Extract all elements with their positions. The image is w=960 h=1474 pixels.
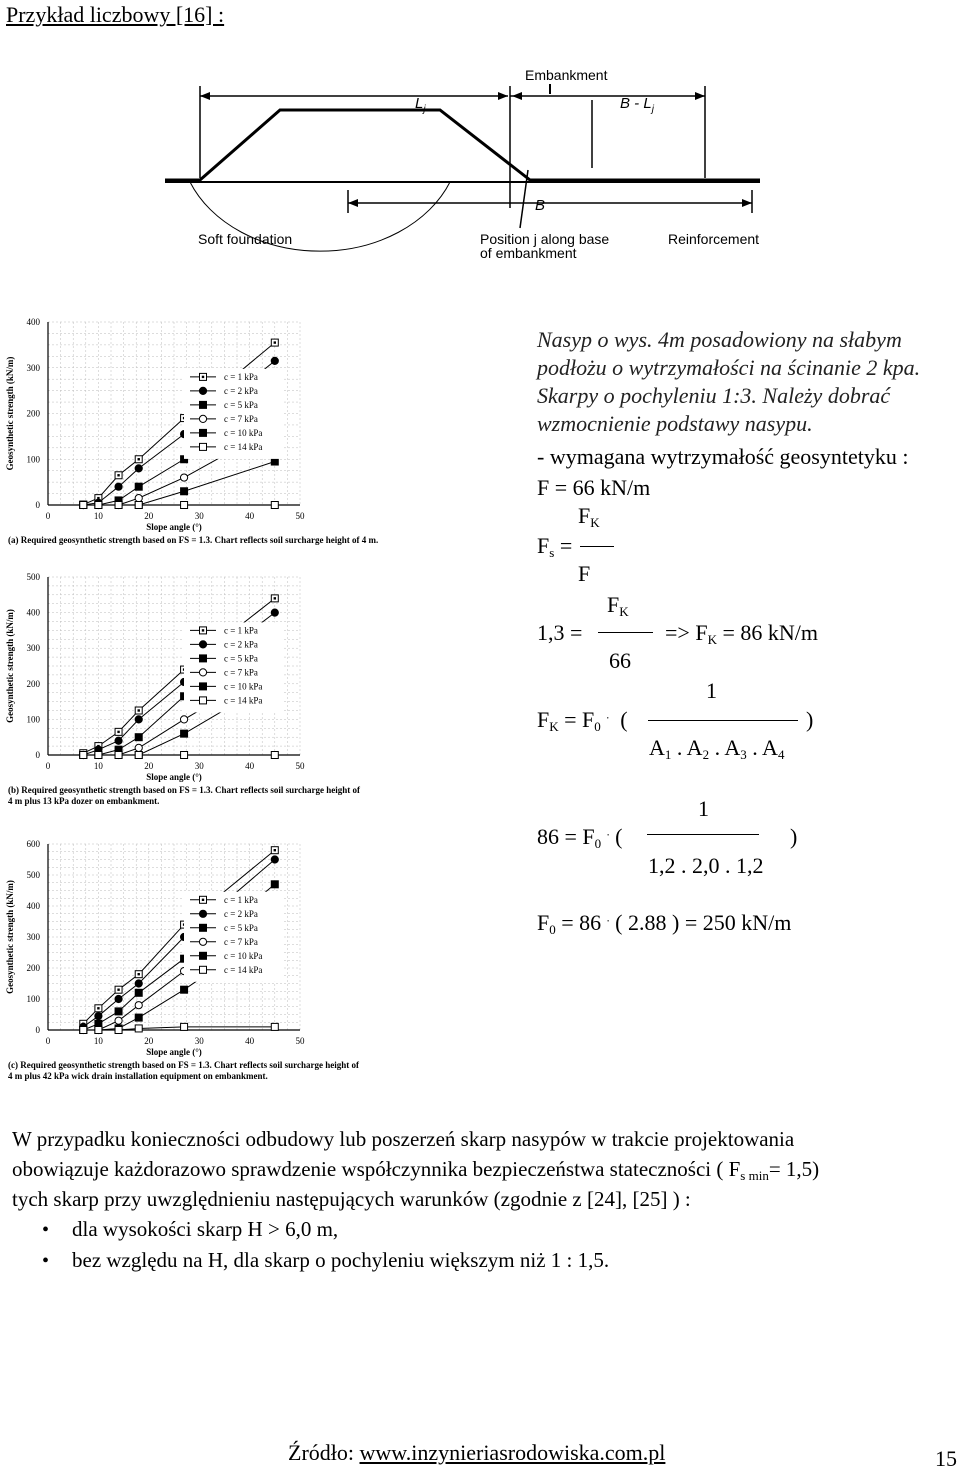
- legend-marker: [200, 655, 207, 662]
- data-point: [115, 1008, 122, 1015]
- y-tick-label: 200: [26, 408, 40, 419]
- x-tick-label: 10: [93, 511, 103, 521]
- reinforcement-label: Reinforcement: [668, 231, 760, 247]
- data-point: [115, 752, 122, 759]
- legend-marker: [200, 966, 207, 973]
- requirement-text: - wymagana wytrzymałość geosyntetyku :: [537, 444, 909, 469]
- y-tick-label: 400: [26, 607, 40, 618]
- legend-label: c = 5 kPa: [224, 399, 258, 410]
- y-axis-label: Geosynthetic strength (kN/m): [5, 356, 15, 471]
- legend-marker: [200, 429, 207, 436]
- eq2-denominator: 66: [609, 648, 631, 673]
- x-tick-label: 20: [144, 511, 154, 521]
- data-point: [135, 1002, 142, 1009]
- data-point: [80, 1027, 87, 1034]
- data-point: [115, 737, 122, 744]
- x-tick-label: 0: [45, 761, 51, 771]
- data-point: [135, 716, 142, 723]
- legend-label: c = 14 kPa: [224, 964, 263, 975]
- y-tick-label: 300: [26, 362, 40, 373]
- data-point: [135, 1025, 142, 1032]
- legend-label: c = 1 kPa: [224, 894, 258, 905]
- y-tick-label: 400: [26, 317, 40, 327]
- x-tick-label: 10: [93, 761, 103, 771]
- data-point: [95, 1012, 102, 1019]
- chart-caption: (a) Required geosynthetic strength based on FS = 1.3. Chart reflects soil surcharge height of 4 m.: [8, 535, 379, 545]
- data-point: [271, 458, 278, 465]
- eq1-numerator: $F_K$: [578, 503, 600, 530]
- data-point: [95, 1027, 102, 1034]
- data-point: [271, 881, 278, 888]
- source-footer: Źródło: www.inzynieriasrodowiska.com.pl: [288, 1440, 666, 1465]
- legend-marker: [199, 669, 206, 676]
- para-line-2: obowiązuje każdorazowo sprawdzenie współczynnika bezpieczeństwa stateczności ( $F_{s min}= 1,5$): [12, 1157, 820, 1183]
- legend-label: c = 5 kPa: [224, 922, 258, 933]
- legend-marker: [200, 952, 207, 959]
- data-point: [115, 995, 122, 1002]
- data-point: [271, 1023, 278, 1030]
- para-line-1: W przypadku konieczności odbudowy lub poszerzeń skarp nasypów w trakcie projektowania: [12, 1127, 795, 1151]
- chart-a: [0, 312, 470, 557]
- eq4-denominator: 1,2 . 2,0 . 1,2: [648, 853, 764, 878]
- x-tick-label: 30: [194, 1036, 204, 1046]
- data-point: [135, 465, 142, 472]
- legend-marker: [200, 683, 207, 690]
- eq2-numerator: $F_K$: [607, 592, 629, 619]
- y-tick-label: 600: [26, 839, 40, 849]
- x-tick-label: 30: [194, 761, 204, 771]
- b-lj-label: B - $L_j$: [620, 95, 654, 115]
- y-tick-label: 300: [26, 643, 40, 654]
- eq3-paren: ): [806, 707, 814, 732]
- legend-label: c = 2 kPa: [224, 639, 258, 650]
- chart-caption: 4 m plus 42 kPa wick drain installation equipment on embankment.: [8, 1071, 268, 1081]
- y-tick-label: 200: [26, 963, 40, 973]
- legend-marker: [200, 697, 207, 704]
- legend-label: c = 10 kPa: [224, 950, 263, 961]
- y-tick-label: 100: [26, 454, 40, 465]
- legend-label: c = 1 kPa: [224, 371, 258, 382]
- eq4-lhs: $86 = F_0$ . (: [537, 824, 623, 851]
- eq3-lhs: $F_K = F_0$ . (: [537, 707, 628, 734]
- legend-label: c = 2 kPa: [224, 908, 258, 919]
- legend-marker: [199, 387, 206, 394]
- legend-label: c = 7 kPa: [224, 667, 258, 678]
- data-point: [135, 744, 142, 751]
- x-tick-label: 30: [194, 511, 204, 521]
- desc-line-2: podłożu o wytrzymałości na ścinanie 2 kpa.: [537, 355, 921, 380]
- data-point: [181, 488, 188, 495]
- data-point: [80, 752, 87, 759]
- x-tick-label: 0: [45, 1036, 51, 1046]
- legend-label: c = 1 kPa: [224, 625, 258, 636]
- data-point: [181, 752, 188, 759]
- x-tick-label: 50: [295, 761, 305, 771]
- data-point: [135, 483, 142, 490]
- data-point: [181, 730, 188, 737]
- x-tick-label: 20: [144, 761, 154, 771]
- eq3-denominator: $A_1$ . $A_2$ . $A_3$ . $A_4$: [649, 735, 785, 762]
- x-tick-label: 10: [93, 1036, 103, 1046]
- y-tick-label: 300: [26, 932, 40, 942]
- y-tick-label: 0: [35, 1025, 40, 1035]
- x-tick-label: 50: [295, 1036, 305, 1046]
- data-point: [135, 989, 142, 996]
- legend-marker: [200, 924, 207, 931]
- data-point: [180, 716, 187, 723]
- data-point: [135, 734, 142, 741]
- soft-foundation-label: Soft foundation: [198, 231, 293, 247]
- legend-marker: [199, 938, 206, 945]
- legend-label: c = 5 kPa: [224, 653, 258, 664]
- desc-line-3: Skarpy o pochyleniu 1:3. Należy dobrać: [537, 383, 891, 408]
- page-title: Przykład liczbowy [16] :: [6, 2, 225, 27]
- eq1-lhs: $F_s$ =: [537, 533, 573, 560]
- x-tick-label: 50: [295, 511, 305, 521]
- y-axis-label: Geosynthetic strength (kN/m): [5, 609, 15, 723]
- data-point: [95, 502, 102, 509]
- y-tick-label: 100: [26, 714, 40, 725]
- legend-label: c = 10 kPa: [224, 681, 263, 692]
- position-label-1: Position j along base: [480, 231, 610, 247]
- data-point: [115, 1027, 122, 1034]
- eq2-lhs: 1,3 =: [537, 620, 583, 645]
- eq4-paren: ): [790, 824, 798, 849]
- data-point: [271, 752, 278, 759]
- para-line-3: tych skarp przy uwzględnieniu następujących warunków (zgodnie z [24], [25] ) :: [12, 1187, 691, 1211]
- x-axis-label: Slope angle (°): [146, 1047, 202, 1057]
- data-point: [180, 474, 187, 481]
- data-point: [115, 502, 122, 509]
- data-point: [271, 856, 278, 863]
- data-point: [135, 495, 142, 502]
- chart-caption: (c) Required geosynthetic strength based on FS = 1.3. Chart reflects soil surcharge height of: [8, 1060, 359, 1070]
- legend-label: c = 7 kPa: [224, 413, 258, 424]
- data-point: [95, 752, 102, 759]
- x-tick-label: 20: [144, 1036, 154, 1046]
- list-item: • dla wysokości skarp H > 6,0 m,: [42, 1217, 339, 1241]
- chart-caption: 4 m plus 13 kPa dozer on embankment.: [8, 796, 160, 806]
- legend-marker: [200, 443, 207, 450]
- data-point: [115, 1017, 122, 1024]
- data-point: [135, 752, 142, 759]
- desc-line-1: Nasyp o wys. 4m posadowiony na słabym: [537, 327, 902, 352]
- y-tick-label: 0: [35, 750, 40, 760]
- data-point: [135, 502, 142, 509]
- y-tick-label: 400: [26, 901, 40, 911]
- b-label: B: [535, 197, 546, 214]
- data-point: [181, 986, 188, 993]
- eq3-numerator: 1: [706, 678, 717, 703]
- data-point: [135, 1014, 142, 1021]
- desc-line-4: wzmocnienie podstawy nasypu.: [537, 411, 813, 436]
- eq4-numerator: 1: [698, 796, 709, 821]
- legend-label: c = 7 kPa: [224, 936, 258, 947]
- data-point: [181, 1023, 188, 1030]
- legend-marker: [199, 910, 206, 917]
- embankment-diagram: [150, 58, 780, 268]
- y-axis-label: Geosynthetic strength (kN/m): [5, 880, 15, 994]
- x-tick-label: 40: [245, 1036, 255, 1046]
- eq2-result: => $F_K = 86$ kN/m: [665, 620, 818, 647]
- x-tick-label: 0: [45, 511, 51, 521]
- x-axis-label: Slope angle (°): [146, 772, 202, 782]
- legend-marker: [200, 401, 207, 408]
- chart-c: [0, 832, 470, 1094]
- y-tick-label: 100: [26, 994, 40, 1004]
- y-tick-label: 500: [26, 572, 40, 582]
- legend-marker: [199, 641, 206, 648]
- y-tick-label: 500: [26, 870, 40, 880]
- eq1-denominator: F: [578, 561, 591, 586]
- x-tick-label: 40: [245, 511, 255, 521]
- data-point: [80, 502, 87, 509]
- list-item: • bez względu na H, dla skarp o pochyleniu większym niż 1 : 1,5.: [42, 1248, 610, 1272]
- y-tick-label: 0: [35, 500, 40, 510]
- lj-label: $L_j$: [415, 95, 426, 115]
- chart-caption: (b) Required geosynthetic strength based on FS = 1.3. Chart reflects soil surcharge height of: [8, 785, 360, 795]
- data-point: [181, 502, 188, 509]
- data-point: [271, 609, 278, 616]
- bottom-paragraph: [12, 1124, 957, 1276]
- source-link[interactable]: www.inzynieriasrodowiska.com.pl: [359, 1440, 666, 1465]
- legend-label: c = 14 kPa: [224, 695, 263, 706]
- data-point: [115, 483, 122, 490]
- page-number: 15: [935, 1446, 957, 1471]
- legend-label: c = 10 kPa: [224, 427, 263, 438]
- data-point: [271, 502, 278, 509]
- chart-b: [0, 565, 470, 825]
- f-value: F = 66 kN/m: [537, 475, 651, 500]
- x-axis-label: Slope angle (°): [146, 522, 202, 532]
- y-tick-label: 200: [26, 678, 40, 689]
- position-label-2: of embankment: [480, 245, 577, 261]
- data-point: [135, 980, 142, 987]
- legend-label: c = 2 kPa: [224, 385, 258, 396]
- eq5-result: $F_0 = 86$ . ( 2.88 ) = 250 kN/m: [537, 910, 792, 937]
- legend-label: c = 14 kPa: [224, 441, 263, 452]
- legend-marker: [199, 415, 206, 422]
- data-point: [271, 357, 278, 364]
- embankment-label: Embankment: [525, 67, 608, 83]
- x-tick-label: 40: [245, 761, 255, 771]
